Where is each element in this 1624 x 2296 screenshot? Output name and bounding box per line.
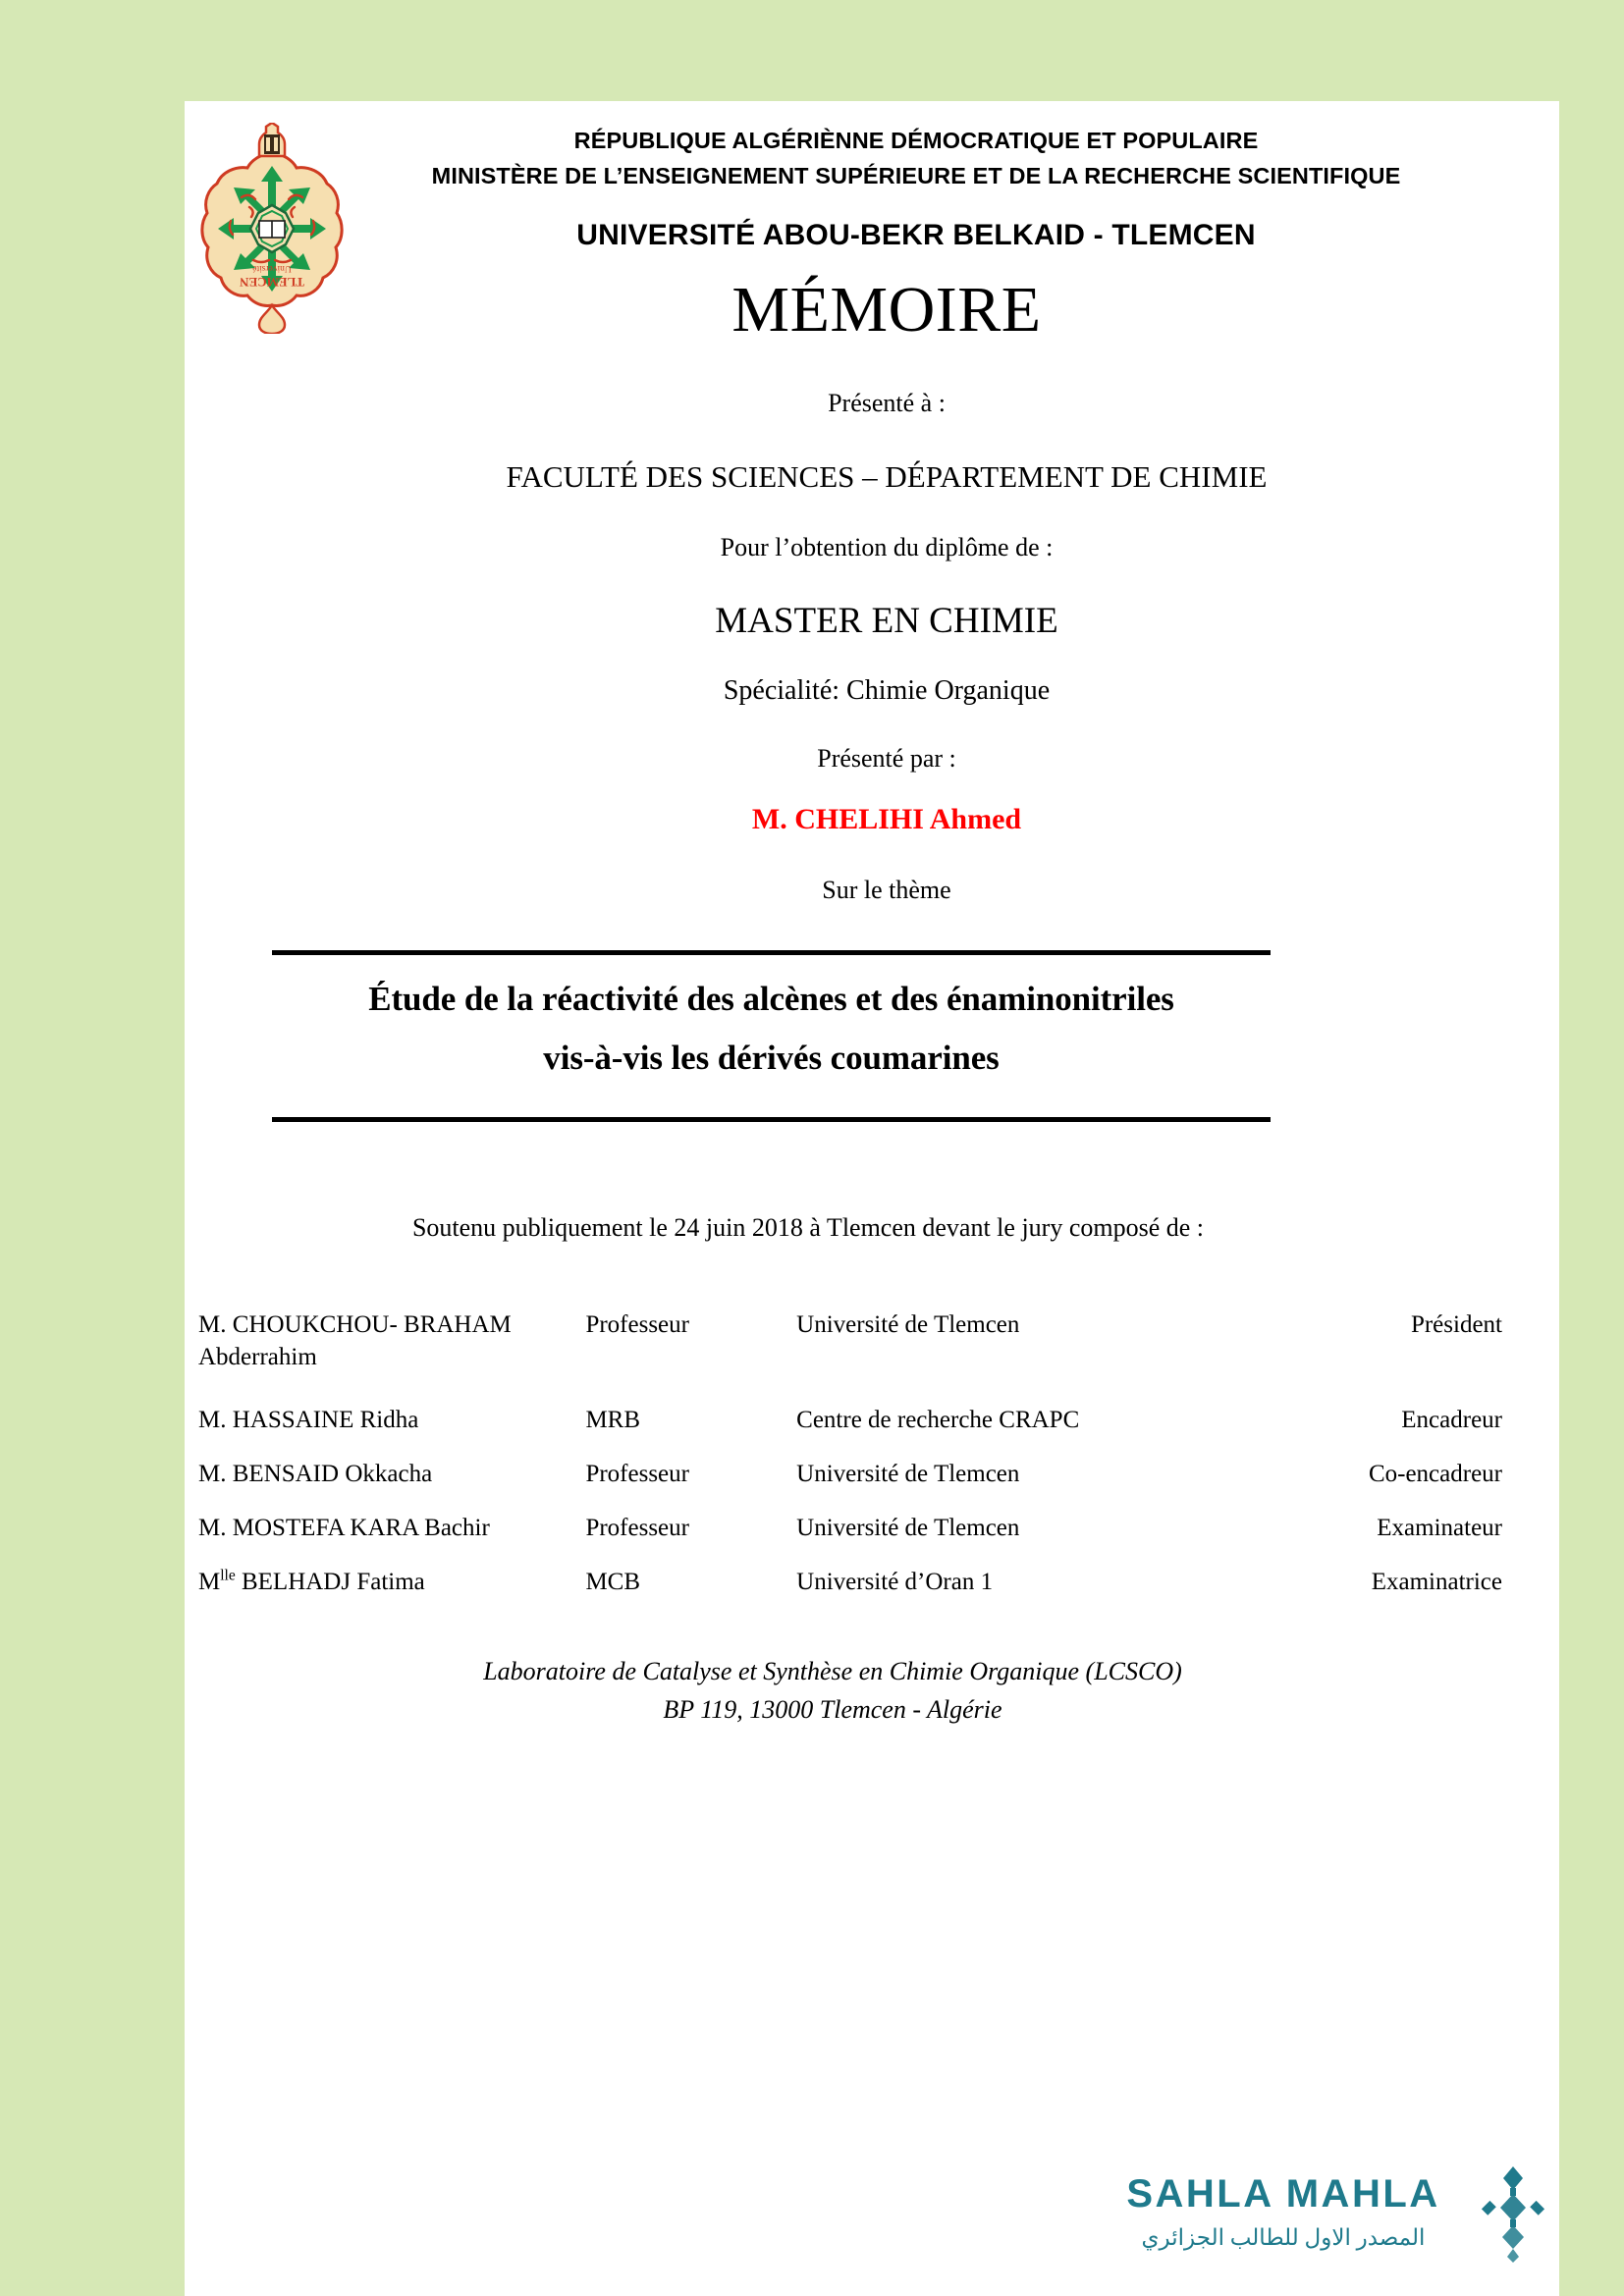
watermark-brand: SAHLA MAHLA bbox=[1126, 2172, 1440, 2216]
jury-role: Examinatrice bbox=[1371, 1569, 1502, 1596]
jury-grade: Professeur bbox=[585, 1311, 689, 1338]
document-type-heading: MÉMOIRE bbox=[731, 274, 1042, 346]
thesis-title bbox=[253, 970, 1289, 1088]
jury-name: M. HASSAINE Ridha bbox=[198, 1406, 419, 1433]
theme-label: Sur le thème bbox=[822, 876, 951, 904]
jury-name bbox=[198, 1566, 585, 1620]
jury-role: Encadreur bbox=[1401, 1406, 1502, 1433]
jury-grade: Professeur bbox=[585, 1460, 689, 1487]
ministry-line: MINISTÈRE DE L’ENSEIGNEMENT SUPÉRIEURE ET DE LA RECHERCHE SCIENTIFIQUE bbox=[431, 163, 1401, 189]
jury-grade: MCB bbox=[585, 1569, 641, 1596]
faculty-line: FACULTÉ DES SCIENCES – DÉPARTEMENT DE CHIMIE bbox=[506, 459, 1268, 494]
jury-grade: MRB bbox=[585, 1406, 641, 1433]
sahla-mahla-watermark bbox=[1092, 2164, 1553, 2282]
jury-name-prefix: M bbox=[198, 1569, 221, 1596]
table-row bbox=[198, 1404, 1504, 1458]
jury-name-suffix: lle bbox=[220, 1567, 236, 1584]
ministry-header bbox=[332, 123, 1500, 194]
jury-institution: Université de Tlemcen bbox=[796, 1311, 1020, 1338]
degree-label: Pour l’obtention du diplôme de : bbox=[720, 533, 1054, 561]
laboratory-name: Laboratoire de Catalyse et Synthèse en Chimie Organique (LCSCO) bbox=[483, 1657, 1182, 1685]
jury-name-rest: BELHADJ Fatima bbox=[235, 1569, 425, 1596]
table-row bbox=[198, 1566, 1504, 1620]
laboratory-footer bbox=[244, 1652, 1422, 1729]
presented-to-label: Présenté à : bbox=[828, 389, 946, 417]
jury-institution: Centre de recherche CRAPC bbox=[796, 1406, 1080, 1433]
republic-line: RÉPUBLIQUE ALGÉRIÈNNE DÉMOCRATIQUE ET POPULAIRE bbox=[573, 128, 1259, 153]
presented-by-label: Présenté par : bbox=[817, 744, 956, 773]
jury-institution: Université d’Oran 1 bbox=[796, 1569, 994, 1596]
thesis-title-line-1: Étude de la réactivité des alcènes et des énaminonitriles bbox=[368, 980, 1174, 1018]
table-row bbox=[198, 1512, 1504, 1566]
svg-text:Université: Université bbox=[252, 263, 292, 273]
jury-grade: Professeur bbox=[585, 1515, 689, 1541]
jury-name: M. CHOUKCHOU- BRAHAM Abderrahim bbox=[198, 1311, 512, 1371]
defense-statement: Soutenu publiquement le 24 juin 2018 à Tlemcen devant le jury composé de : bbox=[411, 1213, 1205, 1242]
jury-role: Examinateur bbox=[1377, 1515, 1502, 1541]
title-rule-bottom bbox=[272, 1117, 1271, 1122]
jury-table bbox=[198, 1308, 1504, 1621]
document-page bbox=[185, 101, 1559, 2296]
watermark-tagline: المصدر الاول للطالب الجزائري bbox=[1141, 2225, 1426, 2250]
jury-name: M. BENSAID Okkacha bbox=[198, 1460, 433, 1487]
jury-role: Co-encadreur bbox=[1368, 1460, 1502, 1487]
jury-institution: Université de Tlemcen bbox=[796, 1515, 1020, 1541]
table-row bbox=[198, 1458, 1504, 1512]
degree-name: MASTER EN CHIMIE bbox=[715, 601, 1058, 641]
sahla-mahla-logo-icon bbox=[1475, 2164, 1551, 2263]
title-rule-top bbox=[272, 950, 1271, 955]
laboratory-address: BP 119, 13000 Tlemcen - Algérie bbox=[663, 1695, 1002, 1724]
thesis-title-line-2: vis-à-vis les dérivés coumarines bbox=[543, 1039, 1000, 1078]
author-name: M. CHELIHI Ahmed bbox=[751, 803, 1022, 835]
table-row bbox=[198, 1308, 1504, 1404]
svg-text:TLEMCEN: TLEMCEN bbox=[240, 275, 304, 290]
specialty-line: Spécialité: Chimie Organique bbox=[723, 675, 1051, 706]
university-name: UNIVERSITÉ ABOU-BEKR BELKAID - TLEMCEN bbox=[576, 219, 1256, 251]
jury-role: Président bbox=[1410, 1311, 1502, 1338]
jury-name: M. MOSTEFA KARA Bachir bbox=[198, 1515, 490, 1541]
jury-institution: Université de Tlemcen bbox=[796, 1460, 1020, 1487]
